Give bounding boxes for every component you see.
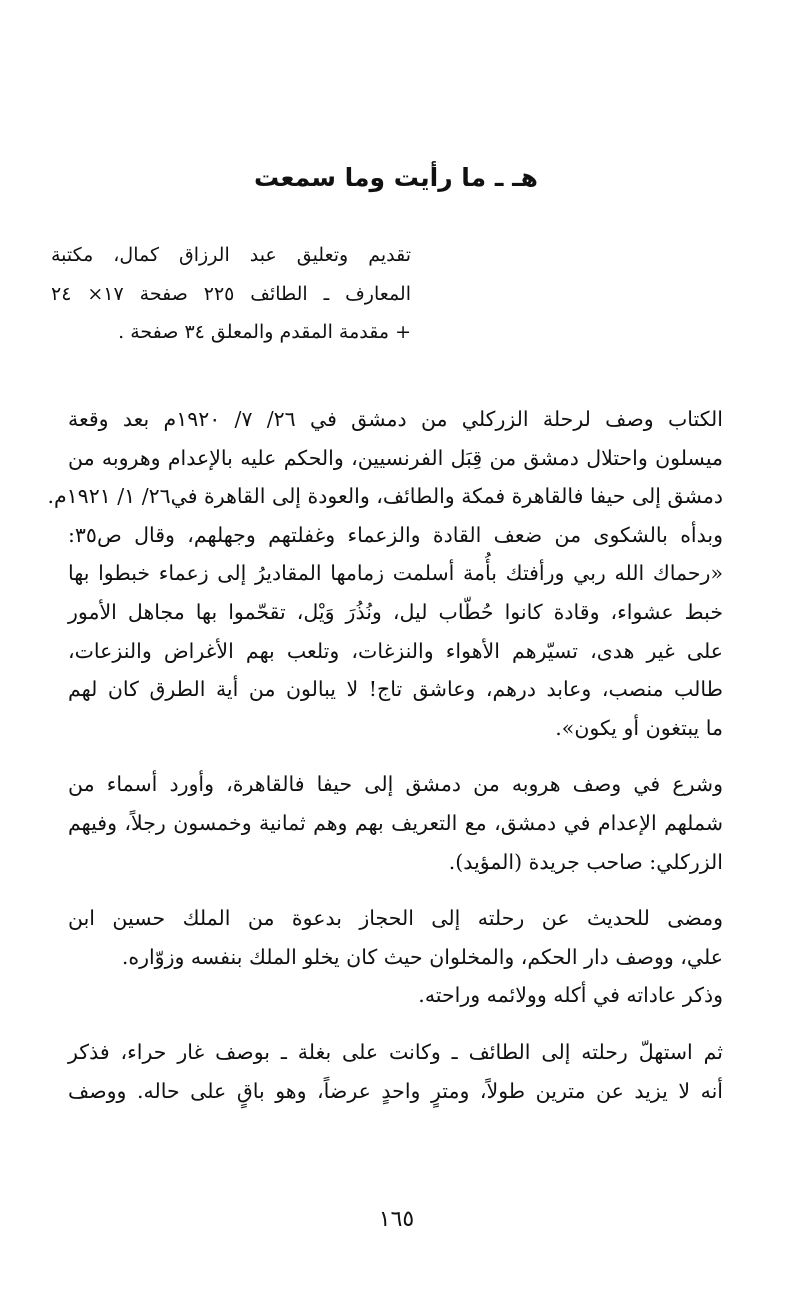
text-line: شملهم الإعدام في دمشق، مع التعريف بهم وهم ثمانية وخمسون رجلاً، وفيهم [68, 810, 723, 835]
text-line: الزركلي: صاحب جريدة (المؤيد). [448, 849, 723, 874]
text-line: أنه لا يزيد عن مترين طولاً، ومترٍ واحدٍ عرضاً، وهو باقٍ على حاله. ووصف [68, 1078, 723, 1103]
paragraph-taif [68, 1033, 723, 1110]
text-line: الكتاب وصف لرحلة الزركلي من دمشق في ٢٦/ ٧/ ١٩٢٠م بعد وقعة [68, 407, 723, 431]
paragraph-escape [68, 765, 723, 881]
text-line: «رحماك الله ربي ورأفتك بأُمة أسلمت زمامها المقاديرُ إلى زعماء خبطوا بها [68, 561, 723, 586]
text-line: خبط عشواء، وقادة كانوا حُطّاب ليل، ونُذُرَ وَيْل، تقحّموا بها مجاهل الأمور [68, 599, 723, 624]
bibliography-line: تقديم وتعليق عبد الرزاق كمال، مكتبة [51, 244, 411, 266]
paragraph-gap [68, 881, 723, 899]
text-line: علي، ووصف دار الحكم، والمخلوان حيث كان يخلو الملك بنفسه وزوّاره. [121, 944, 723, 969]
text-line: على غير هدى، تسيّرهم الأهواء والنزغات، وتلعب بهم الأغراض والنزعات، [68, 638, 723, 663]
text-line: ميسلون واحتلال دمشق من قِبَل الفرنسيين، والحكم عليه بالإعدام وهروبه من [68, 445, 723, 470]
body-text [47, 400, 723, 1110]
bibliography-line: المعارف ـ الطائف ٢٢٥ صفحة ١٧× ٢٤ [51, 282, 411, 305]
paragraph-gap [68, 747, 723, 765]
section-heading: هـ ـ ما رأيت وما سمعت [254, 163, 538, 192]
text-line: طالب منصب، وعابد درهم، وعاشق تاج! لا يبالون من أية الطرق كان لهم [68, 677, 723, 702]
text-line: دمشق إلى حيفا فالقاهرة فمكة والطائف، والعودة إلى القاهرة في٢٦/ ١/ ١٩٢١م. [47, 484, 723, 509]
text-line: وشرع في وصف هروبه من دمشق إلى حيفا فالقاهرة، وأورد أسماء من [68, 772, 723, 797]
text-line: ومضى للحديث عن رحلته إلى الحجاز بدعوة من الملك حسين ابن [68, 906, 723, 931]
bibliography-line: + مقدمة المقدم والمعلق ٣٤ صفحة . [118, 321, 411, 344]
bibliography-block [51, 236, 411, 352]
paragraph-summary [47, 400, 723, 747]
paragraph-gap [68, 1015, 723, 1033]
page-number: ١٦٥ [378, 1207, 415, 1232]
paragraph-hijaz [68, 899, 723, 1015]
text-line: وبدأه بالشكوى من ضعف القادة والزعماء وغفلتهم وجهلهم، وقال ص٣٥: [68, 522, 723, 547]
text-line: وذكر عاداته في أكله وولائمه وراحته. [418, 983, 723, 1008]
text-line: ثم استهلّ رحلته إلى الطائف ـ وكانت على بغلة ـ بوصف غار حراء، فذكر [68, 1039, 723, 1064]
text-line: ما يبتغون أو يكون». [555, 715, 723, 740]
